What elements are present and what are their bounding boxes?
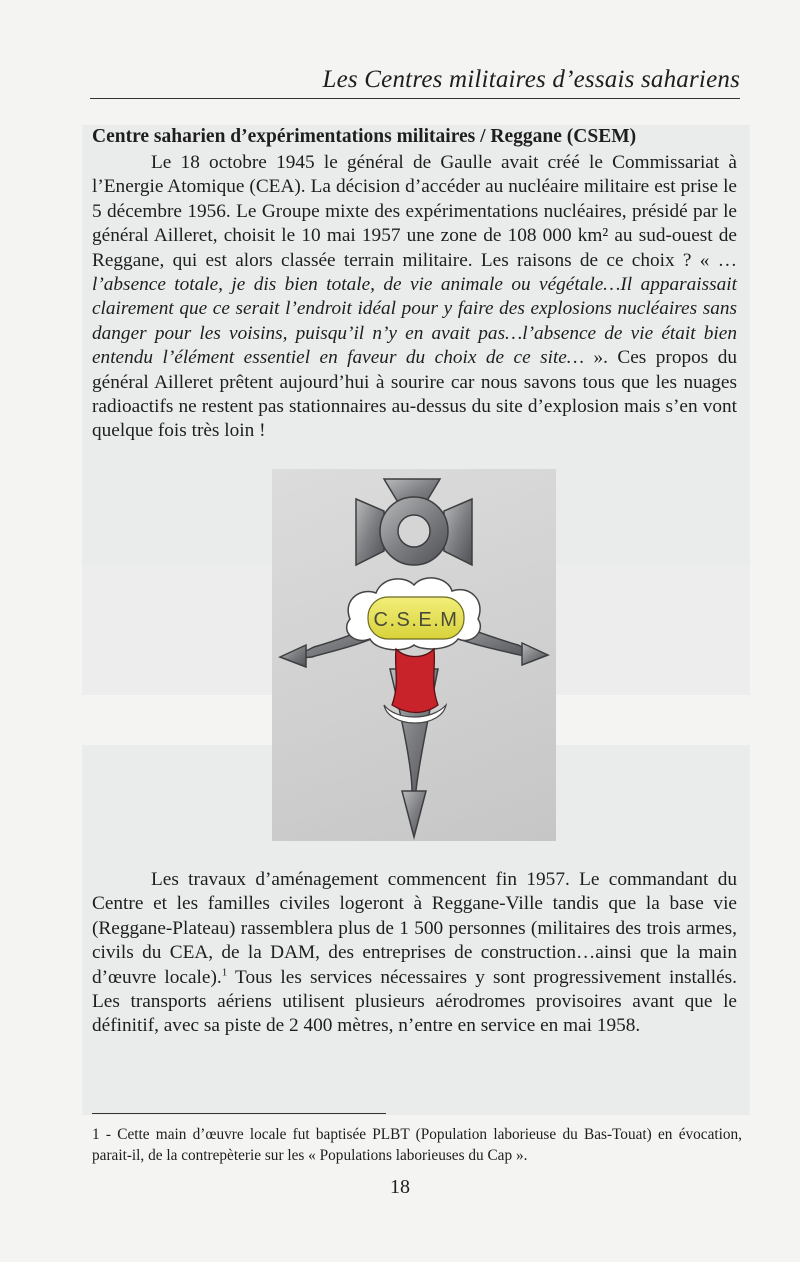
paragraph-2-text-b: Tous les services nécessaires y sont progressivement installés. Les transports aériens utilisent plusieurs aérodromes provisoires avant que le définitif, avec sa piste de 2 400 mètres, n’entre en service en mai 1958.: [92, 966, 737, 1037]
running-head: Les Centres militaires d’essais sahariens: [322, 66, 740, 93]
paragraph-2-text-a: Les travaux d’aménagement commencent fin 1957. Le commandant du Centre et les familles civiles logeront à Reggane-Ville tandis que la base vie (Reggane-Plateau) rassemblera plus de 1 500 personnes (militaires des trois armes, civils du CEA, de la DAM, des entreprises de construction…ainsi que la main d’œuvre locale).: [92, 869, 737, 988]
paragraph-1: [92, 151, 737, 444]
csem-insignia-photo: [272, 469, 556, 841]
page-number: 18: [390, 1176, 410, 1198]
ailleret-quote: l’absence totale, je dis bien totale, de vie animale ou végétale…Il apparaissait clairement que ce serait l’endroit idéal pour y faire des explosions nucléaires sans danger pour les voisins, puisqu’il n’y en avait pas…l’absence de vie était bien entendu l’élément essentiel en faveur du choix de ce site…: [92, 274, 737, 369]
header-rule: [90, 98, 740, 99]
paragraph-1-text-b: ». Ces propos du général Ailleret prêtent aujourd’hui à sourire car nous savons tous que les nuages radioactifs ne restent pas stationnaires au-dessus du site d’explosion mais s’en vont quelque fois très loin !: [92, 347, 737, 442]
footnote-reference[interactable]: 1: [221, 966, 228, 979]
footnote: 1 - Cette main d’œuvre locale fut baptisée PLBT (Population laborieuse du Bas-Touat) en évocation, parait-il, de la contrepèterie sur les « Populations laborieuses du Cap ».: [92, 1126, 742, 1164]
footnote-rule: [92, 1113, 386, 1114]
insignia-badge-text: C.S.E.M: [373, 609, 459, 631]
paragraph-2: [92, 868, 737, 1039]
section-title: Centre saharien d’expérimentations militaires / Reggane (CSEM): [92, 126, 637, 147]
paragraph-1-text-a: Le 18 octobre 1945 le général de Gaulle avait créé le Commissariat à l’Energie Atomique (CEA). La décision d’accéder au nucléaire militaire est prise le 5 décembre 1956. Le Groupe mixte des expérimentations nucléaires, présidé par le général Ailleret, choisit le 10 mai 1957 une zone de 108 000 km² au sud-ouest de Reggane, qui est alors classée terrain militaire. Les raisons de ce choix ? « …: [92, 152, 737, 271]
csem-insignia-image: [272, 469, 556, 841]
